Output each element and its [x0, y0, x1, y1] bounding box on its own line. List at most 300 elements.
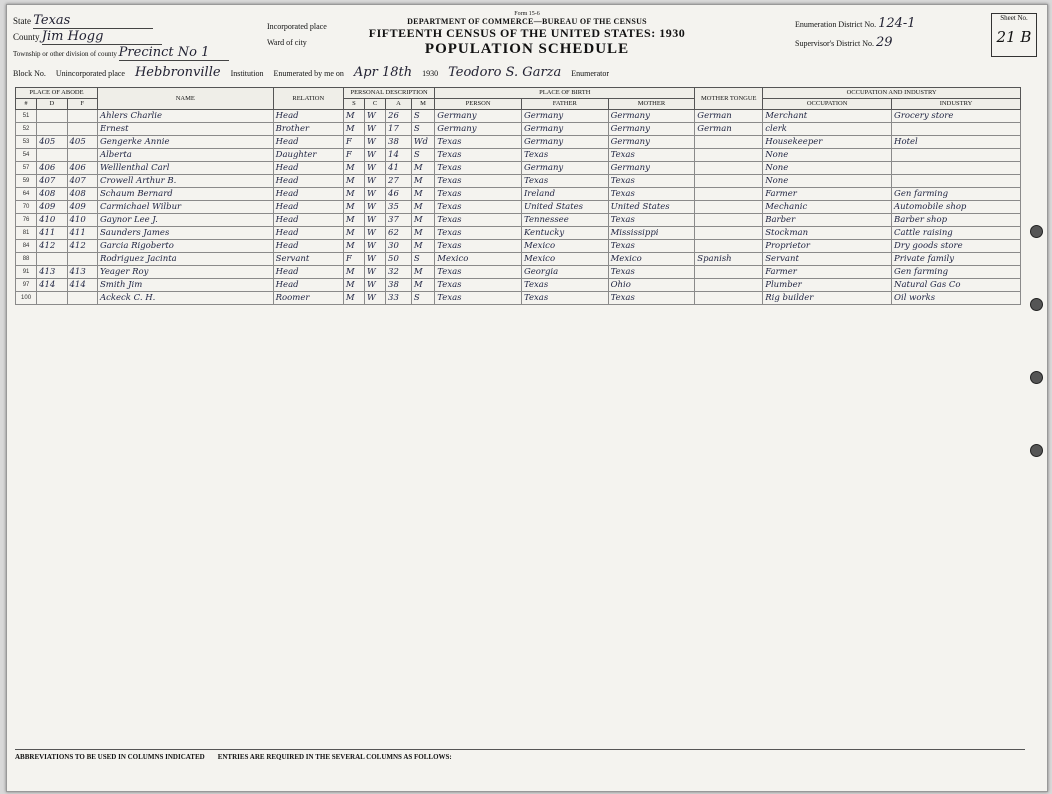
relation: Head	[273, 266, 343, 279]
age: 32	[386, 266, 412, 279]
line-number: 59	[16, 175, 37, 188]
ward-label: Ward of city	[267, 38, 307, 47]
family-number: 406	[67, 162, 97, 175]
relation: Head	[273, 188, 343, 201]
birthplace-mother: Germany	[608, 110, 695, 123]
occupation: Servant	[763, 253, 892, 266]
color: W	[364, 214, 385, 227]
industry: Cattle raising	[892, 227, 1021, 240]
dwelling-number: 406	[37, 162, 67, 175]
dwelling-number: 411	[37, 227, 67, 240]
industry: Barber shop	[892, 214, 1021, 227]
occupation: None	[763, 162, 892, 175]
birthplace-father: Ireland	[521, 188, 608, 201]
binder-hole	[1030, 298, 1043, 311]
occupation: Farmer	[763, 266, 892, 279]
sheet-label: Sheet No.	[1000, 14, 1028, 22]
line-number: 53	[16, 136, 37, 149]
mother-tongue	[695, 240, 763, 253]
mother-tongue: Spanish	[695, 253, 763, 266]
birthplace-father: Tennessee	[521, 214, 608, 227]
dwelling-number: 414	[37, 279, 67, 292]
age: 35	[386, 201, 412, 214]
birthplace-mother: Mississippi	[608, 227, 695, 240]
incorporated-label: Incorporated place	[267, 22, 327, 31]
table-body	[16, 110, 1021, 305]
block-label: Block No.	[13, 69, 46, 78]
birthplace-person: Texas	[435, 240, 522, 253]
marital-status: M	[411, 227, 434, 240]
color: W	[364, 175, 385, 188]
dwelling-number: 412	[37, 240, 67, 253]
col-birth: PLACE OF BIRTH	[435, 88, 695, 99]
industry: Private family	[892, 253, 1021, 266]
industry: Hotel	[892, 136, 1021, 149]
person-name: Ahlers Charlie	[97, 110, 273, 123]
dwelling-number	[37, 123, 67, 136]
state-value: Texas	[33, 13, 153, 29]
color: W	[364, 188, 385, 201]
col-marital: M	[411, 99, 434, 110]
occupation: Farmer	[763, 188, 892, 201]
footer	[15, 749, 1025, 762]
binder-holes	[1030, 225, 1043, 517]
industry	[892, 162, 1021, 175]
unincorporated-value: Hebbronville	[134, 65, 221, 80]
marital-status: Wd	[411, 136, 434, 149]
line-number: 91	[16, 266, 37, 279]
col-line: #	[16, 99, 37, 110]
line-number: 54	[16, 149, 37, 162]
person-name: Yeager Roy	[97, 266, 273, 279]
family-number: 414	[67, 279, 97, 292]
birthplace-mother: Texas	[608, 266, 695, 279]
sex: M	[343, 123, 364, 136]
birthplace-person: Texas	[435, 279, 522, 292]
marital-status: S	[411, 149, 434, 162]
col-place: PLACE OF ABODE	[16, 88, 98, 99]
dwelling-number: 409	[37, 201, 67, 214]
table-row	[16, 214, 1021, 227]
mother-tongue: German	[695, 123, 763, 136]
birthplace-father: Mexico	[521, 253, 608, 266]
col-father: FATHER	[521, 99, 608, 110]
person-name: Crowell Arthur B.	[97, 175, 273, 188]
birthplace-person: Texas	[435, 292, 522, 305]
sex: F	[343, 253, 364, 266]
family-number	[67, 110, 97, 123]
dwelling-number: 413	[37, 266, 67, 279]
col-sex: S	[343, 99, 364, 110]
occupation: Mechanic	[763, 201, 892, 214]
color: W	[364, 279, 385, 292]
enum-district-label: Enumeration District No.	[795, 20, 877, 29]
mother-tongue: German	[695, 110, 763, 123]
col-name: NAME	[97, 88, 273, 110]
marital-status: M	[411, 266, 434, 279]
footer-entries: ENTRIES ARE REQUIRED IN THE SEVERAL COLUMNS AS FOLLOWS:	[217, 753, 452, 761]
sex: M	[343, 240, 364, 253]
enumerator-name: Teodoro S. Garza	[448, 65, 562, 80]
person-name: Ackeck C. H.	[97, 292, 273, 305]
marital-status: S	[411, 123, 434, 136]
table-row	[16, 201, 1021, 214]
mother-tongue	[695, 136, 763, 149]
industry: Automobile shop	[892, 201, 1021, 214]
marital-status: M	[411, 188, 434, 201]
industry: Gen farming	[892, 266, 1021, 279]
birthplace-person: Mexico	[435, 253, 522, 266]
color: W	[364, 227, 385, 240]
birthplace-mother: Texas	[608, 149, 695, 162]
birthplace-father: Georgia	[521, 266, 608, 279]
birthplace-mother: Ohio	[608, 279, 695, 292]
person-name: Smith Jim	[97, 279, 273, 292]
relation: Roomer	[273, 292, 343, 305]
marital-status: S	[411, 110, 434, 123]
family-number: 410	[67, 214, 97, 227]
marital-status: M	[411, 279, 434, 292]
line-number: 100	[16, 292, 37, 305]
col-family: F	[67, 99, 97, 110]
mother-tongue	[695, 292, 763, 305]
table-row	[16, 162, 1021, 175]
color: W	[364, 201, 385, 214]
color: W	[364, 292, 385, 305]
color: W	[364, 149, 385, 162]
industry	[892, 149, 1021, 162]
header-center	[347, 11, 707, 58]
line-number: 51	[16, 110, 37, 123]
table-row	[16, 175, 1021, 188]
relation: Servant	[273, 253, 343, 266]
age: 41	[386, 162, 412, 175]
birthplace-person: Texas	[435, 201, 522, 214]
color: W	[364, 110, 385, 123]
line-number: 88	[16, 253, 37, 266]
family-number: 405	[67, 136, 97, 149]
color: W	[364, 123, 385, 136]
color: W	[364, 162, 385, 175]
occupation: None	[763, 149, 892, 162]
color: W	[364, 266, 385, 279]
birthplace-person: Texas	[435, 149, 522, 162]
enumerated-year: 1930	[422, 69, 439, 78]
person-name: Garcia Rigoberto	[97, 240, 273, 253]
dwelling-number	[37, 292, 67, 305]
census-title: FIFTEENTH CENSUS OF THE UNITED STATES: 1930	[368, 26, 686, 40]
table-row	[16, 292, 1021, 305]
col-relation: RELATION	[273, 88, 343, 110]
table-row	[16, 279, 1021, 292]
table-row	[16, 266, 1021, 279]
relation: Head	[273, 162, 343, 175]
relation: Head	[273, 110, 343, 123]
table-row	[16, 136, 1021, 149]
header-subrow	[13, 65, 1041, 80]
person-name: Alberta	[97, 149, 273, 162]
line-number: 84	[16, 240, 37, 253]
marital-status: S	[411, 253, 434, 266]
occupation: Barber	[763, 214, 892, 227]
sex: M	[343, 110, 364, 123]
sex: M	[343, 214, 364, 227]
family-number: 412	[67, 240, 97, 253]
mother-tongue	[695, 175, 763, 188]
industry: Grocery store	[892, 110, 1021, 123]
schedule-title: POPULATION SCHEDULE	[424, 41, 630, 57]
unincorporated-label: Unincorporated place	[55, 69, 125, 78]
relation: Head	[273, 175, 343, 188]
person-name: Gaynor Lee J.	[97, 214, 273, 227]
birthplace-father: Germany	[521, 136, 608, 149]
family-number: 409	[67, 201, 97, 214]
industry	[892, 123, 1021, 136]
industry: Dry goods store	[892, 240, 1021, 253]
col-age: A	[386, 99, 412, 110]
birthplace-father: Texas	[521, 279, 608, 292]
footer-abbrev: ABBREVIATIONS TO BE USED IN COLUMNS INDICATED	[15, 753, 205, 761]
population-table	[15, 87, 1021, 305]
color: W	[364, 136, 385, 149]
birthplace-father: Texas	[521, 292, 608, 305]
occupation: Merchant	[763, 110, 892, 123]
marital-status: M	[411, 201, 434, 214]
age: 46	[386, 188, 412, 201]
birthplace-father: Mexico	[521, 240, 608, 253]
birthplace-father: Texas	[521, 149, 608, 162]
line-number: 64	[16, 188, 37, 201]
occupation: Plumber	[763, 279, 892, 292]
birthplace-father: Texas	[521, 175, 608, 188]
occupation: clerk	[763, 123, 892, 136]
occupation: Rig builder	[763, 292, 892, 305]
birthplace-mother: Mexico	[608, 253, 695, 266]
table-row	[16, 123, 1021, 136]
township-value: Precinct No 1	[119, 45, 229, 61]
table-row	[16, 240, 1021, 253]
birthplace-mother: Texas	[608, 188, 695, 201]
sheet-value: 21 B	[996, 28, 1032, 46]
industry: Oil works	[892, 292, 1021, 305]
age: 38	[386, 136, 412, 149]
color: W	[364, 240, 385, 253]
mother-tongue	[695, 227, 763, 240]
table-row	[16, 253, 1021, 266]
sex: M	[343, 292, 364, 305]
mother-tongue	[695, 266, 763, 279]
col-occupation-group: OCCUPATION AND INDUSTRY	[763, 88, 1021, 99]
birthplace-person: Texas	[435, 188, 522, 201]
birthplace-person: Germany	[435, 123, 522, 136]
family-number	[67, 253, 97, 266]
binder-hole	[1030, 444, 1043, 457]
sex: M	[343, 188, 364, 201]
dwelling-number	[37, 149, 67, 162]
dwelling-number	[37, 110, 67, 123]
table-row	[16, 227, 1021, 240]
line-number: 70	[16, 201, 37, 214]
dwelling-number: 405	[37, 136, 67, 149]
dwelling-number	[37, 253, 67, 266]
marital-status: M	[411, 175, 434, 188]
birthplace-mother: Germany	[608, 162, 695, 175]
birthplace-mother: Germany	[608, 123, 695, 136]
birthplace-person: Germany	[435, 110, 522, 123]
relation: Head	[273, 214, 343, 227]
birthplace-person: Texas	[435, 162, 522, 175]
birthplace-person: Texas	[435, 266, 522, 279]
sheet-number-box	[991, 13, 1037, 57]
relation: Daughter	[273, 149, 343, 162]
line-number: 97	[16, 279, 37, 292]
birthplace-person: Texas	[435, 136, 522, 149]
age: 17	[386, 123, 412, 136]
county-label: County	[13, 32, 40, 42]
line-number: 81	[16, 227, 37, 240]
header-right	[795, 15, 985, 53]
supervisor-label: Supervisor's District No.	[795, 39, 874, 48]
family-number	[67, 149, 97, 162]
occupation: Stockman	[763, 227, 892, 240]
person-name: Saunders James	[97, 227, 273, 240]
table-row	[16, 110, 1021, 123]
sex: M	[343, 162, 364, 175]
institution-label: Institution	[230, 69, 264, 78]
township-label: Township or other division of county	[13, 50, 117, 58]
occupation: Housekeeper	[763, 136, 892, 149]
relation: Head	[273, 227, 343, 240]
dwelling-number: 408	[37, 188, 67, 201]
birthplace-father: Germany	[521, 110, 608, 123]
sex: M	[343, 279, 364, 292]
sex: M	[343, 201, 364, 214]
birthplace-mother: Texas	[608, 214, 695, 227]
age: 37	[386, 214, 412, 227]
industry: Natural Gas Co	[892, 279, 1021, 292]
supervisor-value: 29	[876, 35, 893, 50]
birthplace-mother: United States	[608, 201, 695, 214]
enumerated-date: Apr 18th	[353, 65, 413, 80]
line-number: 57	[16, 162, 37, 175]
sex: F	[343, 149, 364, 162]
industry: Gen farming	[892, 188, 1021, 201]
age: 30	[386, 240, 412, 253]
family-number	[67, 123, 97, 136]
family-number	[67, 292, 97, 305]
col-industry: INDUSTRY	[892, 99, 1021, 110]
col-person: PERSON	[435, 99, 522, 110]
table-row	[16, 188, 1021, 201]
occupation: Proprietor	[763, 240, 892, 253]
person-name: Carmichael Wilbur	[97, 201, 273, 214]
birthplace-person: Texas	[435, 175, 522, 188]
age: 38	[386, 279, 412, 292]
binder-hole	[1030, 371, 1043, 384]
birthplace-person: Texas	[435, 227, 522, 240]
mother-tongue	[695, 149, 763, 162]
county-value: Jim Hogg	[42, 29, 162, 45]
relation: Head	[273, 240, 343, 253]
census-sheet	[6, 4, 1048, 792]
color: W	[364, 253, 385, 266]
department-title: DEPARTMENT OF COMMERCE—BUREAU OF THE CENSUS	[407, 17, 647, 26]
relation: Head	[273, 136, 343, 149]
form-number: Form 15-6	[514, 11, 540, 17]
industry	[892, 175, 1021, 188]
col-tongue: MOTHER TONGUE	[695, 88, 763, 110]
family-number: 411	[67, 227, 97, 240]
person-name: Rodriguez Jacinta	[97, 253, 273, 266]
marital-status: M	[411, 240, 434, 253]
age: 62	[386, 227, 412, 240]
relation: Head	[273, 279, 343, 292]
birthplace-father: Germany	[521, 123, 608, 136]
age: 14	[386, 149, 412, 162]
mother-tongue	[695, 279, 763, 292]
birthplace-mother: Germany	[608, 136, 695, 149]
age: 27	[386, 175, 412, 188]
col-color: C	[364, 99, 385, 110]
birthplace-father: Germany	[521, 162, 608, 175]
age: 26	[386, 110, 412, 123]
mother-tongue	[695, 214, 763, 227]
relation: Head	[273, 201, 343, 214]
birthplace-mother: Texas	[608, 240, 695, 253]
binder-hole	[1030, 225, 1043, 238]
birthplace-person: Texas	[435, 214, 522, 227]
family-number: 408	[67, 188, 97, 201]
line-number: 52	[16, 123, 37, 136]
mother-tongue	[695, 162, 763, 175]
table-row	[16, 149, 1021, 162]
mother-tongue	[695, 188, 763, 201]
age: 50	[386, 253, 412, 266]
age: 33	[386, 292, 412, 305]
marital-status: M	[411, 162, 434, 175]
col-personal: PERSONAL DESCRIPTION	[343, 88, 434, 99]
person-name: Ernest	[97, 123, 273, 136]
sex: M	[343, 175, 364, 188]
state-label: State	[13, 16, 31, 26]
sex: M	[343, 266, 364, 279]
birthplace-mother: Texas	[608, 292, 695, 305]
person-name: Welllenthal Carl	[97, 162, 273, 175]
sex: M	[343, 227, 364, 240]
occupation: None	[763, 175, 892, 188]
mother-tongue	[695, 201, 763, 214]
person-name: Gengerke Annie	[97, 136, 273, 149]
dwelling-number: 407	[37, 175, 67, 188]
marital-status: M	[411, 214, 434, 227]
dwelling-number: 410	[37, 214, 67, 227]
birthplace-father: United States	[521, 201, 608, 214]
birthplace-mother: Texas	[608, 175, 695, 188]
relation: Brother	[273, 123, 343, 136]
sex: F	[343, 136, 364, 149]
enumerator-label: Enumerator	[571, 69, 610, 78]
line-number: 76	[16, 214, 37, 227]
birthplace-father: Kentucky	[521, 227, 608, 240]
family-number: 413	[67, 266, 97, 279]
enum-district-value: 124-1	[878, 16, 916, 31]
person-name: Schaum Bernard	[97, 188, 273, 201]
col-dwelling: D	[37, 99, 67, 110]
family-number: 407	[67, 175, 97, 188]
col-mother: MOTHER	[608, 99, 695, 110]
col-occupation: OCCUPATION	[763, 99, 892, 110]
marital-status: S	[411, 292, 434, 305]
